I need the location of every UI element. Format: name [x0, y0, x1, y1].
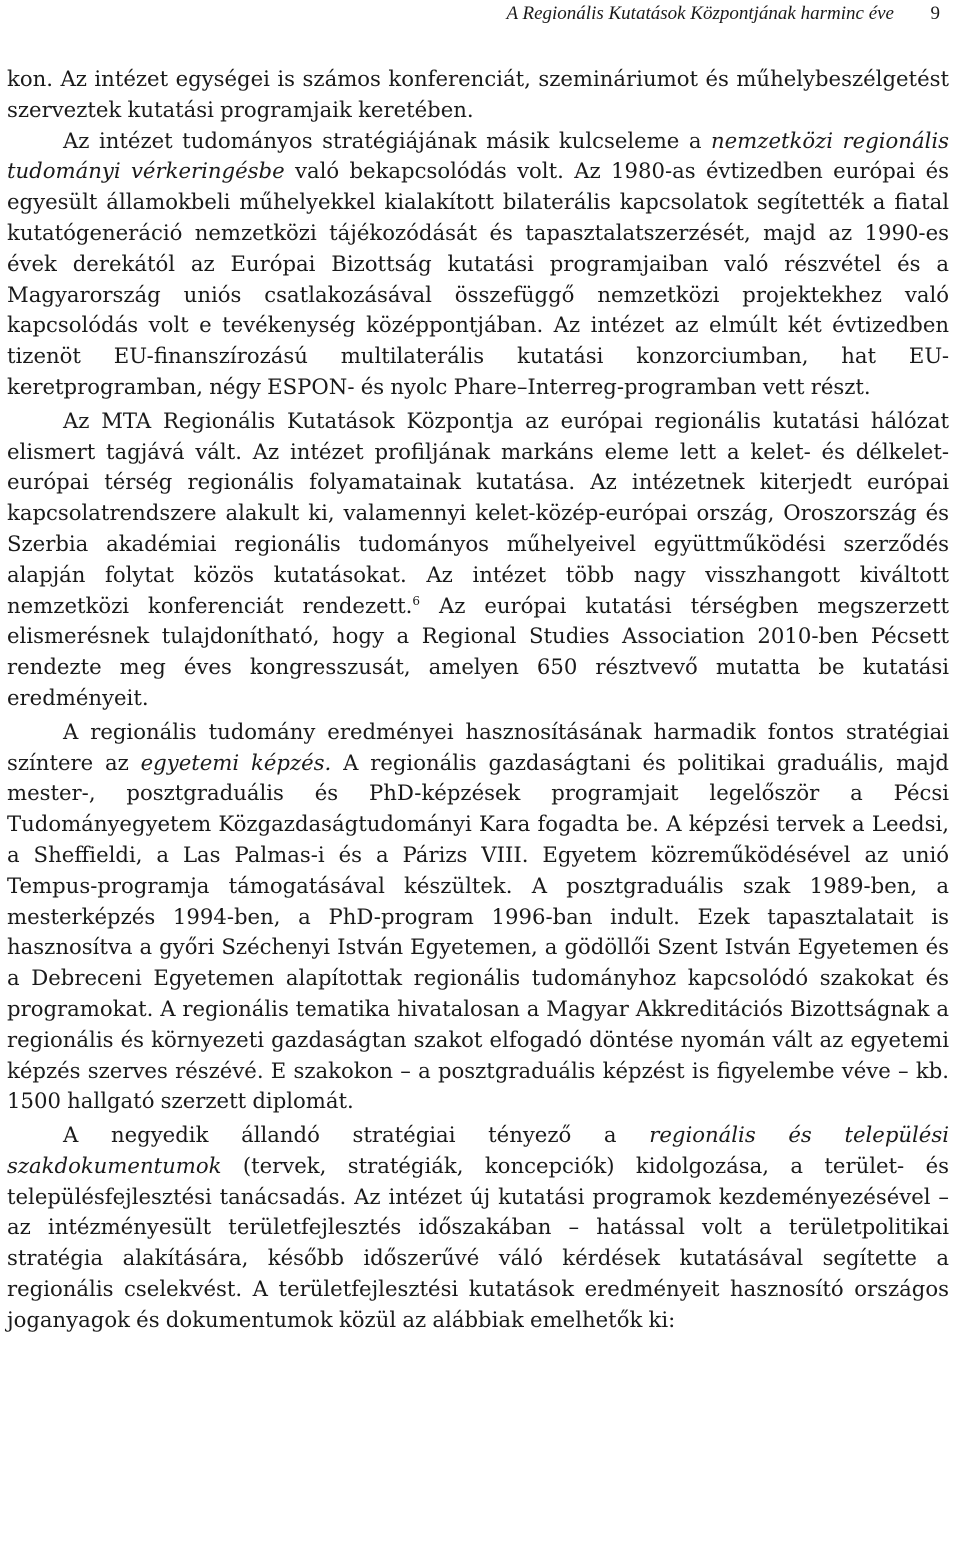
- paragraph-2: [7, 126, 949, 403]
- paragraph-1-text: kon. Az intézet egységei is számos konferenciát, szemináriumot és műhelybeszélgetést szerveztek kutatási programjaik keretében.: [7, 66, 949, 122]
- paragraph-4-text-a: A regionális tudomány eredményei hasznosításának harmadik fontos stratégiai színtere az: [7, 718, 949, 775]
- paragraph-4: [7, 717, 949, 1117]
- footnote-marker[interactable]: 6: [412, 593, 421, 608]
- paragraph-4-emphasis: egyetemi képzés.: [140, 749, 332, 775]
- running-header: [0, 2, 940, 26]
- running-title: A Regionális Kutatások Központjának harminc éve: [506, 3, 894, 24]
- paragraph-1: [7, 64, 949, 126]
- paragraph-4-text-b: A regionális gazdaságtani és politikai graduális, majd mester-, posztgraduális és PhD-képzések programjait legelőször a Pécsi Tudományegyetem Közgazdaságtudományi Kara fogadta be. A képzési tervek a Leedsi, a Sheffieldi, a Las Palmas-i és a Párizs VIII. Egyetem közreműködésével az unió Tempus-programja támogatásával készültek. A posztgraduális szak 1989-ben, a mesterképzés 1994-ben, a PhD-program 1996-ban indult. Ezek tapasztalatait is hasznosítva a győri Széchenyi István Egyetemen, a gödöllői Szent István Egyetemen és a Debreceni Egyetemen alapítottak regionális tudományhoz kapcsolódó szakokat és programokat. A regionális tematika hivatalosan a Magyar Akkreditációs Bizottságnak a regionális és környezeti gazdaságtan szakot elfogadó döntése nyomán vált az egyetemi képzés szerves részévé. E szakokon – a posztgraduális képzést is figyelembe véve – kb. 1500 hallgató szerzett diplomát.: [7, 749, 949, 1114]
- paragraph-2-text-b: való bekapcsolódás volt. Az 1980-as évtizedben európai és egyesült államokbeli műhelyekkel kialakított bilaterális kapcsolatok segítették a fiatal kutatógeneráció nemzetközi tájékozódását és tapasztalatszerzését, majd az 1990-es évek derekától az Európai Bizottság kutatási programjaiban való részvétel és a Magyarország uniós csatlakozásával összefüggő nemzetközi projektekhez való kapcsolódás volt e tevékenység középpontjában. Az intézet az elmúlt két évtizedben tizenöt EU-finanszírozású multilaterális kutatási konzorciumban, hat EU-keretprogramban, négy ESPON- és nyolc Phare–Interreg-programban vett részt.: [7, 158, 949, 399]
- paragraph-2-text-a: Az intézet tudományos stratégiájának másik kulcseleme a: [63, 127, 711, 153]
- page-number: 9: [930, 3, 940, 24]
- paragraph-3-text-b: Az európai kutatási térségben megszerzett elismerésnek tulajdonítható, hogy a Regional Studies Association 2010-ben Pécsett rendezte meg éves kongresszusát, amelyen 650 résztvevő mutatta be kutatási eredményeit.: [7, 592, 949, 710]
- paragraph-5-text-b: (tervek, stratégiák, koncepciók) kidolgozása, a terület- és településfejlesztési tanácsadás. Az intézet új kutatási programok kezdeményezésével – az intézményesült területfejlesztés időszakában – hatással volt a területpolitikai stratégia alakítására, később időszerűvé váló kérdések kutatásával segítette a regionális cselekvést. A területfejlesztési kutatások eredményeit hasznosító országos joganyagok és dokumentumok közül az alábbiak emelhetők ki:: [7, 1152, 949, 1332]
- paragraph-5: [7, 1120, 949, 1336]
- paragraph-5-emphasis: regionális és települési szakdokumentumok: [7, 1122, 949, 1178]
- body-text: [7, 64, 949, 1336]
- paragraph-2-emphasis: nemzetközi regionális tudományi vérkeringésbe: [7, 127, 950, 184]
- paragraph-5-text-a: A negyedik állandó stratégiai tényező a: [63, 1122, 650, 1148]
- paragraph-3: [7, 406, 949, 714]
- paragraph-3-text-a: Az MTA Regionális Kutatások Központja az európai regionális kutatási hálózat elismert tagjává vált. Az intézet profiljának markáns eleme lett a kelet- és délkelet-európai térség regionális folyamatainak kutatása. Az intézetnek kiterjedt európai kapcsolatrendszere alakult ki, valamennyi kelet-közép-európai ország, Oroszország és Szerbia akadémiai regionális tudományos műhelyeivel együttműködési szerződés alapján folytat közös kutatásokat. Az intézet több nagy visszhangott kiváltott nemzetközi konferenciát rendezett.: [7, 407, 949, 618]
